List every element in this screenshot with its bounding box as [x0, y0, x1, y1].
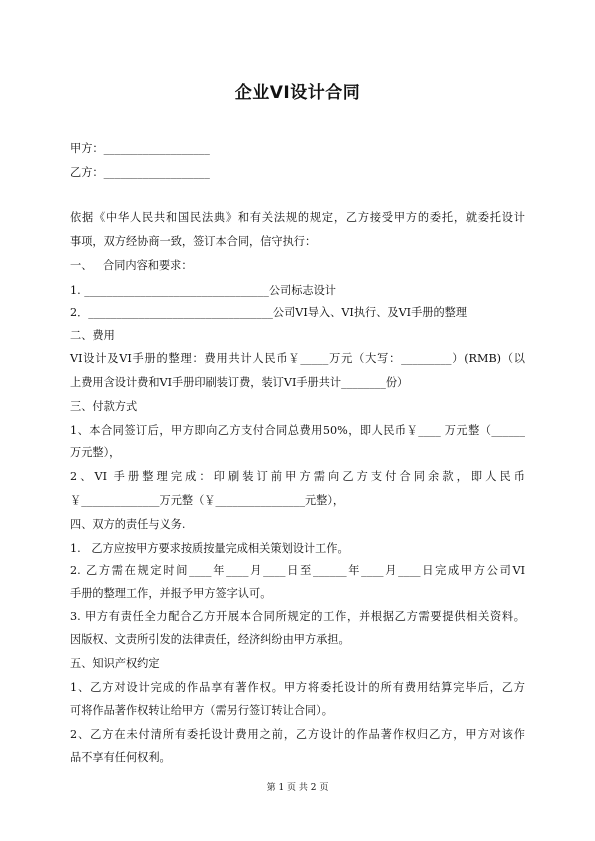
page-number-footer: 第 1 页 共 2 页 — [266, 783, 329, 793]
section-2-line-2: 上费用含设计费和VI手册印刷装订费，装订VI手册共计________份） — [70, 376, 409, 389]
section-3-para-1-line-2: 万元整）， — [70, 446, 121, 459]
section-2-line-1: VI设计及VI手册的整理：费用共计人民币￥_____万元（大写：_________）(RMB)（以 — [70, 352, 525, 365]
section-1-item-1: 1. _________________________________公司标志设计 — [70, 284, 336, 297]
section-4-item-3-line-1: 3. 甲方有责任全力配合乙方开展本合同所规定的工作，并根据乙方需要提供相关资料。 — [70, 610, 525, 623]
section-5-heading: 五、知识产权约定 — [70, 657, 160, 670]
intro-line-1: 依据《中华人民共和国民法典》和有关法规的规定，乙方接受甲方的委托，就委托设计 — [70, 211, 525, 224]
section-5-para-1-line-2: 可将作品著作权转让给甲方（需另行签订转让合同）。 — [70, 704, 333, 717]
section-3-para-2-line-2: ￥______________万元整（￥________________元整）， — [70, 494, 345, 507]
contract-title: 企业VI设计合同 — [234, 83, 361, 103]
section-5-para-1-line-1: 1、乙方对设计完成的作品享有著作权。甲方将委托设计的所有费用结算完毕后，乙方 — [70, 681, 525, 694]
party-b-line: 乙方：___________________ — [70, 166, 210, 179]
section-5-para-2-line-1: 2、乙方在未付清所有委托设计费用之前，乙方设计的作品著作权归乙方，甲方对该作 — [70, 728, 525, 741]
section-4-item-2-line-2: 手册的整理工作，并报予甲方签字认可。 — [70, 587, 272, 600]
intro-line-2: 事项，双方经协商一致，签订本合同，信守执行： — [70, 235, 317, 248]
section-1-heading: 一、 合同内容和要求： — [70, 259, 193, 272]
section-3-para-2-line-1: 2、VI 手册整理完成：印刷装订前甲方需向乙方支付合同余款，即人民币 — [70, 470, 525, 483]
section-2-heading: 二、费用 — [70, 329, 115, 342]
section-4-heading: 四、双方的责任与义务. — [70, 518, 186, 531]
section-3-heading: 三、付款方式 — [70, 400, 138, 413]
party-a-line: 甲方：___________________ — [70, 142, 210, 155]
section-4-item-1: 1. 乙方应按甲方要求按质按量完成相关策划设计工作。 — [70, 542, 349, 555]
section-1-item-2: 2．_________________________________公司VI导入、VI执行、及VI手册的整理 — [70, 306, 468, 319]
section-4-item-3-line-2: 因版权、文责所引发的法律责任，经济纠纷由甲方承担。 — [70, 633, 350, 646]
section-5-para-2-line-2: 品不享有任何权利。 — [70, 751, 171, 764]
section-4-item-2-line-1: 2. 乙方需在规定时间____年____月____日至______年____月____日完成甲方公司VI — [70, 564, 525, 577]
section-3-para-1-line-1: 1、本合同签订后，甲方即向乙方支付合同总费用50%，即人民币￥____ 万元整（______ — [70, 424, 525, 437]
